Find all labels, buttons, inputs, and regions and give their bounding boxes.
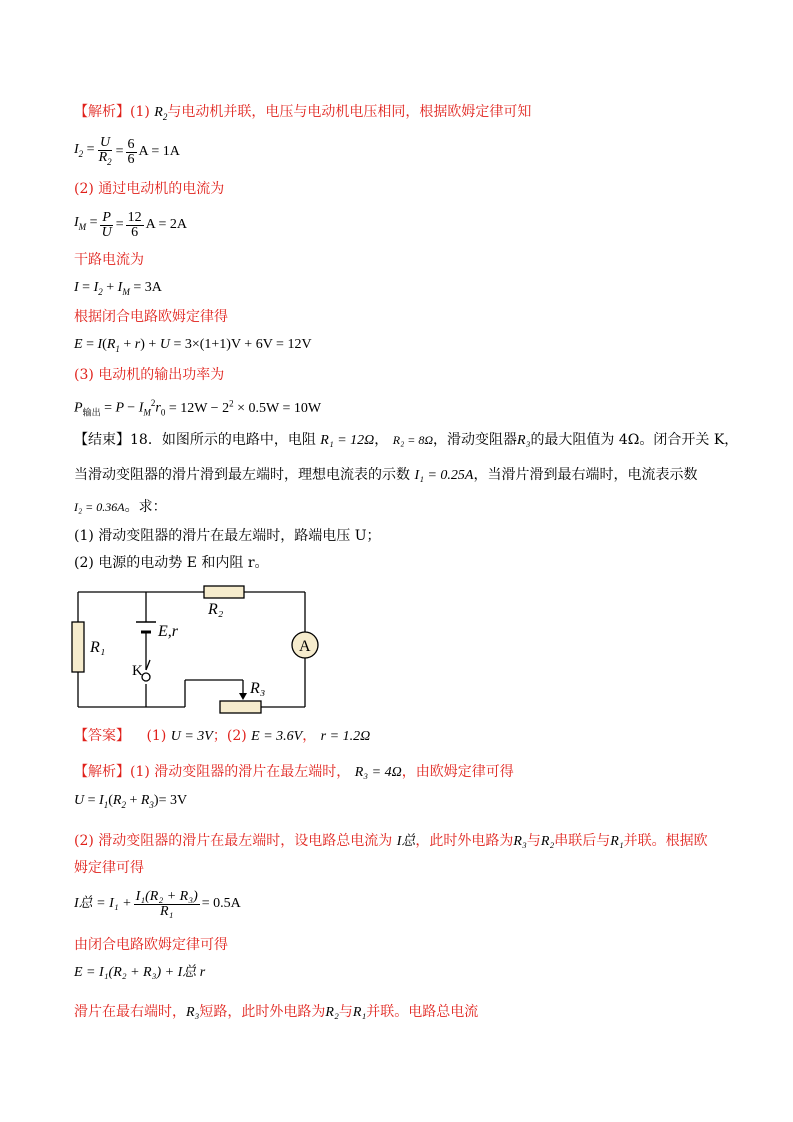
analysis-tag: 【解析】 — [74, 104, 130, 120]
answer-r: r = 1.2Ω — [320, 729, 371, 744]
formula-u: $U = I_1(R_2 + R_3)= 3V$ — [74, 793, 188, 810]
resistor-symbol: $R_2$ — [154, 105, 168, 122]
analysis2-line-4: 滑片在最右端时，R₃短路，此时外电路为R₂与R₁并联。电路总电流 — [74, 1004, 479, 1020]
analysis-line-5: (3) 电动机的输出功率为 — [74, 367, 225, 383]
analysis2-tag: 【解析】 — [74, 764, 130, 780]
answer-line: 【答案】 (1) U = 3V；(2) E = 3.6V， r = 1.2Ω — [74, 728, 371, 744]
answer-e: E = 3.6V — [251, 729, 303, 744]
i2-value: I₂ = 0.36A — [74, 500, 125, 514]
i-total-symbol: I总 — [396, 834, 416, 849]
formula-output-power: $P_{输出} = P - I_M^2r_0 = 12W - 2^2 \times 0.5W = 10W$ — [74, 398, 322, 418]
formula-i-total-2: I总 = I₁ + $\frac{\text{I₁(R₂ + R₃)}}{\text{R₁}}$ = 0.5A — [74, 888, 241, 919]
i1-value: I₁ = 0.25A — [414, 468, 474, 483]
answer-tag: 【答案】 — [74, 728, 130, 744]
formula-im: $I_M$ = $\frac{P}{U}$ = $\frac{12}{6}$ A = 2A — [74, 209, 187, 240]
resistor-r3 — [220, 701, 261, 713]
formula-emf: $E = I(R_1 + r) + U = 3\times(1+1)V + 6V = 12V$ — [74, 337, 312, 354]
label-r1: R₁ — [90, 639, 106, 656]
label-a: A — [299, 638, 311, 655]
end-tag: 【结束】 — [74, 432, 130, 448]
question-1: (1) 滑动变阻器的滑片在最左端时，路端电压 U； — [74, 528, 381, 544]
r1-value: R₁ = 12Ω — [320, 433, 375, 448]
formula-i2: $I_2$ = $\frac{U}{R_2}$ = $\frac{6}{6}$ A = 1A — [74, 134, 180, 167]
analysis2-line-3: 由闭合电路欧姆定律可得 — [74, 937, 228, 953]
problem-line-1: 【结束】18．如图所示的电路中，电阻 R₁ = 12Ω， R₂ = 8Ω，滑动变阻器R₃的最大阻值为 4Ω。闭合开关 K， — [74, 432, 739, 448]
circuit-diagram — [70, 580, 330, 720]
step-number: (1) — [130, 104, 150, 120]
analysis-line-1 — [74, 103, 531, 126]
analysis-line-2: (2) 通过电动机的电流为 — [74, 181, 225, 197]
analysis2-line-2: (2) 滑动变阻器的滑片在最左端时，设电路总电流为 I总，此时外电路为R₃与R₂串联后与R₁并联。根据欧 — [74, 833, 708, 849]
r3-symbol: R₃ — [517, 433, 531, 448]
problem-line-2: 当滑动变阻器的滑片滑到最左端时，理想电流表的示数 I₁ = 0.25A，当滑片滑到最右端时，电流表示数 — [74, 467, 698, 483]
label-r2: R₂ — [208, 601, 224, 618]
resistor-r1 — [72, 622, 84, 672]
slider-arrow — [239, 693, 247, 700]
analysis2-line-1: 【解析】(1) 滑动变阻器的滑片在最左端时， R₃ = 4Ω，由欧姆定律可得 — [74, 764, 514, 780]
resistor-r2 — [204, 586, 244, 598]
formula-i-total: $I = I_2 + I_M = 3A$ — [74, 280, 162, 297]
answer-u: U = 3V — [170, 729, 213, 744]
formula-emf-2: E = I₁(R₂ + R₃) + I总 r — [74, 965, 206, 980]
analysis2-line-2b: 姆定律可得 — [74, 860, 144, 876]
label-r3: R₃ — [250, 680, 266, 697]
analysis-line-3: 干路电流为 — [74, 252, 144, 268]
label-k: K — [132, 663, 143, 679]
analysis-line-4: 根据闭合电路欧姆定律得 — [74, 309, 228, 325]
label-er: E,r — [158, 623, 178, 640]
switch-contact — [142, 673, 150, 681]
question-2: (2) 电源的电动势 E 和内阻 r。 — [74, 555, 269, 571]
r2-value: R₂ = 8Ω — [392, 433, 434, 447]
analysis-text: 与电动机并联，电压与电动机电压相同，根据欧姆定律可知 — [167, 104, 532, 120]
r3-eq: R₃ = 4Ω — [354, 765, 402, 780]
problem-line-3: I₂ = 0.36A。求： — [74, 499, 167, 515]
